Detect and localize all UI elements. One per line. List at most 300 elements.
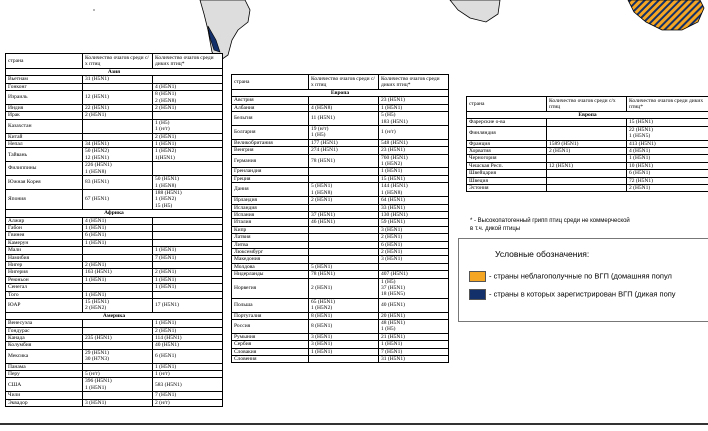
cell-country: Перу <box>6 371 83 378</box>
cell-wild: 31 (H5N1) <box>379 356 449 363</box>
cell-wild: 17 (H5N1) <box>153 299 223 313</box>
cell-farm <box>83 254 153 261</box>
cell-country: Норвегия <box>232 278 309 298</box>
cell-wild: 7 (H5N1) <box>153 254 223 261</box>
cell-farm: 29 (H5N1) 30 (H7N3) <box>83 349 153 363</box>
cell-farm: 19 (н/т) 1 (H5) <box>309 126 379 140</box>
table-row <box>6 176 223 190</box>
table-row <box>467 148 708 155</box>
cell-farm <box>83 284 153 291</box>
table-europe-1 <box>231 74 449 363</box>
cell-country: Гренландия <box>232 168 309 175</box>
cell-farm: 5 (H5N1) <box>309 263 379 270</box>
cell-country: Сенегал <box>6 284 83 291</box>
cell-country: ЮАР <box>6 299 83 313</box>
cell-wild: 7 (H5N1) <box>153 392 223 399</box>
cell-wild: 407 (H5N1) <box>379 271 449 278</box>
cell-farm: 235 (H5N1) <box>83 335 153 342</box>
table-row <box>6 162 223 176</box>
table-row <box>467 119 708 126</box>
cell-wild <box>153 291 223 298</box>
table-row <box>6 224 223 231</box>
table-row <box>6 91 223 105</box>
table-row <box>232 183 449 197</box>
map-dot <box>93 9 94 10</box>
map-landmass-australia <box>628 0 704 30</box>
cell-farm: 5 (H5N1) 1 (H5N8) <box>309 183 379 197</box>
cell-farm <box>547 155 627 162</box>
legend-item-navy <box>469 289 676 301</box>
table-row <box>232 356 449 363</box>
cell-country: Литва <box>232 241 309 248</box>
cell-country: Камерун <box>6 239 83 246</box>
table-row <box>6 217 223 224</box>
table-row <box>6 392 223 399</box>
cell-country: Словакия <box>232 348 309 355</box>
table-row <box>467 177 708 184</box>
table-row <box>6 239 223 246</box>
cell-farm <box>547 170 627 177</box>
table-row <box>232 241 449 248</box>
cell-farm <box>309 234 379 241</box>
map-landmass-africa <box>450 0 500 22</box>
cell-farm: 8 (H5N1) <box>309 320 379 334</box>
cell-farm: 1589 (H5N1) <box>547 140 627 147</box>
cell-country: Финляндия <box>467 126 547 140</box>
cell-country: Филиппины <box>6 162 83 176</box>
table-row <box>6 133 223 140</box>
cell-wild: 1 (H5N2) 1(H5N1) <box>153 148 223 162</box>
cell-country: Хорватия <box>467 148 547 155</box>
cell-wild: 3 (H5N1) <box>379 256 449 263</box>
cell-country: Непал <box>6 141 83 148</box>
col-farm: Количество очагов среди с/х птиц <box>83 54 153 69</box>
table-row <box>232 320 449 334</box>
table-row <box>6 189 223 209</box>
cell-wild: 1 (H5N1) <box>153 141 223 148</box>
table-row <box>6 247 223 254</box>
cell-wild <box>153 162 223 176</box>
cell-wild: 48 (H5N1) 1 (H5) <box>379 320 449 334</box>
cell-farm <box>309 241 379 248</box>
cell-country: Румыния <box>232 333 309 340</box>
region-label: Европа <box>232 90 449 97</box>
cell-country: Исландия <box>232 204 309 211</box>
legend-swatch <box>469 289 486 300</box>
table-row <box>6 232 223 239</box>
cell-wild: 130 (H5N1) <box>379 211 449 218</box>
col-country: страна <box>6 54 83 69</box>
cell-wild: 1 (H5) 1 (н/т) <box>153 119 223 133</box>
table-row <box>6 261 223 268</box>
cell-wild: 59 (H5N1) <box>379 219 449 226</box>
cell-country: Того <box>6 291 83 298</box>
cell-farm: 1 (H5N1) <box>83 239 153 246</box>
cell-wild: 413 (H5N1) <box>627 140 708 147</box>
cell-farm <box>83 392 153 399</box>
cell-farm: 2 (H5N1) <box>309 278 379 298</box>
table-row <box>6 299 223 313</box>
cell-wild: 760 (H5N1) 1 (H5N2) <box>379 154 449 168</box>
cell-farm: 396 (H5N1) 1 (H5N1) <box>83 378 153 392</box>
table-row <box>232 154 449 168</box>
table-row <box>467 185 708 192</box>
cell-country: Гонконг <box>6 83 83 90</box>
cell-wild: 6 (H5N1) <box>627 170 708 177</box>
cell-farm: 8 (H5N1) <box>309 312 379 319</box>
cell-wild: 72 (H5N1) <box>627 177 708 184</box>
cell-wild: 2 (н/т) <box>153 399 223 406</box>
table-row <box>6 378 223 392</box>
table-row <box>6 284 223 291</box>
cell-wild: 114 (H5N1) <box>153 335 223 342</box>
cell-farm: 163 (H5N1) <box>83 269 153 276</box>
region-row <box>6 210 223 217</box>
table-row <box>6 276 223 283</box>
cell-wild: 23 (H5N1) <box>379 147 449 154</box>
cell-wild: 8 (H5N1) 2 (H5N8) <box>153 91 223 105</box>
cell-wild: 15 (H5N1) <box>379 175 449 182</box>
table-row <box>232 112 449 126</box>
cell-farm <box>547 185 627 192</box>
cell-wild: 2 (H5N1) <box>153 327 223 334</box>
cell-country: Китай <box>6 133 83 140</box>
cell-wild: 1 (H5N1) <box>153 320 223 327</box>
table-row <box>232 263 449 270</box>
cell-country: Венесуэла <box>6 320 83 327</box>
table-row <box>232 204 449 211</box>
cell-country: Нигер <box>6 261 83 268</box>
table-row <box>467 126 708 140</box>
cell-wild: 1 (H5N1) <box>153 276 223 283</box>
cell-farm: 1 (H5N1) <box>83 276 153 283</box>
table-row <box>232 248 449 255</box>
cell-country: Швейцария <box>467 170 547 177</box>
table-asia-africa-america <box>5 53 223 407</box>
col-wild: Количество очагов среди диких птиц* <box>627 97 708 112</box>
cell-wild: 10 (H5N1) <box>627 162 708 169</box>
cell-country: Португалия <box>232 312 309 319</box>
cell-country: Чили <box>6 392 83 399</box>
cell-wild <box>153 76 223 83</box>
region-label: Америка <box>6 312 223 319</box>
cell-wild: 2 (H5N1) <box>379 248 449 255</box>
cell-country: Испания <box>232 211 309 218</box>
table-row <box>232 104 449 111</box>
cell-wild: 3 (H5N1) <box>379 226 449 233</box>
cell-wild: 1 (H5N1) <box>379 104 449 111</box>
cell-country: Черногория <box>467 155 547 162</box>
cell-farm <box>309 226 379 233</box>
table-row <box>232 256 449 263</box>
cell-country: Бельгия <box>232 112 309 126</box>
table-row <box>6 83 223 90</box>
cell-country: Эквадор <box>6 399 83 406</box>
table-row <box>232 348 449 355</box>
col-farm: Количество очагов среди с/х птиц <box>309 75 379 90</box>
cell-country: Нидерланды <box>232 271 309 278</box>
table-row <box>232 298 449 312</box>
divider <box>0 423 708 425</box>
cell-country: Япония <box>6 189 83 209</box>
cell-country: Франция <box>467 140 547 147</box>
table-row <box>6 269 223 276</box>
table-row <box>232 333 449 340</box>
cell-country: Австрия <box>232 97 309 104</box>
cell-country: Фарерские о-ва <box>467 119 547 126</box>
cell-farm <box>309 97 379 104</box>
cell-country: Намибия <box>6 254 83 261</box>
cell-wild: 583 (H5N1) <box>153 378 223 392</box>
cell-farm: 226 (H5N1) 1 (H5N8) <box>83 162 153 176</box>
cell-farm: 67 (H5N1) <box>83 189 153 209</box>
region-label: Европа <box>467 112 708 119</box>
cell-farm: 4 (H5N8) <box>309 104 379 111</box>
table-row <box>232 219 449 226</box>
cell-wild: 1 (н/т) <box>379 126 449 140</box>
cell-farm: 11 (H5N1) <box>309 112 379 126</box>
cell-wild: 1 (H5N1) <box>627 155 708 162</box>
cell-country: Латвия <box>232 234 309 241</box>
cell-wild: 1 (H5N1) <box>153 363 223 370</box>
region-label: Африка <box>6 210 223 217</box>
cell-farm: 3 (H5N1) <box>83 399 153 406</box>
table-row <box>232 168 449 175</box>
cell-country: США <box>6 378 83 392</box>
table-row <box>6 119 223 133</box>
cell-wild: 40 (H5N1) <box>379 298 449 312</box>
col-country: страна <box>232 75 309 90</box>
cell-farm: 37 (H5N1) <box>309 211 379 218</box>
region-row <box>6 69 223 76</box>
legend-title: Условные обозначения: <box>495 249 590 259</box>
cell-country: Кипр <box>232 226 309 233</box>
cell-country: Мали <box>6 247 83 254</box>
table-europe-2 <box>466 96 708 192</box>
cell-country: Швеция <box>467 177 547 184</box>
cell-wild: 21 (H5N1) <box>379 333 449 340</box>
cell-farm: 1 (H5N1) <box>309 348 379 355</box>
cell-country: Словения <box>232 356 309 363</box>
cell-farm: 5 (н/т) <box>83 371 153 378</box>
cell-wild: 64 (H5N1) <box>379 197 449 204</box>
cell-wild: 6 (H5N1) <box>379 241 449 248</box>
cell-farm <box>309 356 379 363</box>
table-row <box>6 76 223 83</box>
cell-country: Вьетнам <box>6 76 83 83</box>
cell-wild <box>153 239 223 246</box>
cell-country: Болгария <box>232 126 309 140</box>
cell-wild: 1 (H5N1) <box>379 168 449 175</box>
cell-farm: 2 (H5N1) <box>83 112 153 119</box>
cell-wild: 33 (H5N1) <box>379 204 449 211</box>
region-label: Азия <box>6 69 223 76</box>
cell-wild: 4 (H5N1) <box>627 148 708 155</box>
cell-farm <box>83 363 153 370</box>
cell-farm <box>83 247 153 254</box>
cell-farm <box>309 248 379 255</box>
table-row <box>467 140 708 147</box>
cell-wild: 2 (H5N1) <box>379 234 449 241</box>
legend-item-orange <box>469 271 672 283</box>
table-row <box>6 291 223 298</box>
cell-farm <box>309 256 379 263</box>
cell-country: Сербия <box>232 341 309 348</box>
cell-country: Ирак <box>6 112 83 119</box>
table-row <box>232 234 449 241</box>
cell-farm <box>309 168 379 175</box>
cell-farm <box>83 83 153 90</box>
cell-wild: 1 (н/т) <box>153 371 223 378</box>
table-row <box>232 226 449 233</box>
table-row <box>6 371 223 378</box>
cell-wild: 2 (H5N1) <box>627 185 708 192</box>
legend-label: - страны неблагополучные по ВГП (домашняя попул <box>489 271 672 281</box>
table-row <box>232 175 449 182</box>
cell-country: Панама <box>6 363 83 370</box>
table-row <box>232 312 449 319</box>
cell-farm <box>309 204 379 211</box>
cell-wild <box>153 224 223 231</box>
cell-wild <box>153 232 223 239</box>
col-country: страна <box>467 97 547 112</box>
cell-farm: 3 (H5N1) <box>309 333 379 340</box>
cell-farm: 78 (H5N1) <box>309 154 379 168</box>
cell-farm <box>83 327 153 334</box>
cell-country: Гвинея <box>6 232 83 239</box>
table-row <box>6 335 223 342</box>
cell-farm <box>83 119 153 133</box>
cell-wild: 20 (H5N1) <box>379 312 449 319</box>
cell-wild <box>379 263 449 270</box>
cell-country: Ирландия <box>232 197 309 204</box>
cell-farm: 46 (H5N1) <box>309 219 379 226</box>
cell-wild: 7 (H5N1) <box>379 348 449 355</box>
table-row <box>232 139 449 146</box>
table-row <box>6 320 223 327</box>
table-row <box>6 327 223 334</box>
cell-farm: 2 (H5N1) <box>83 261 153 268</box>
cell-wild: 2 (H5N1) <box>153 133 223 140</box>
cell-farm <box>547 119 627 126</box>
cell-country: Индия <box>6 105 83 112</box>
cell-farm: 65 (H5N1) 1 (H5N2) <box>309 298 379 312</box>
table-row <box>6 363 223 370</box>
region-row <box>6 312 223 319</box>
cell-wild: 188 (H5N1) 1 (H5N2) 15 (H5) <box>153 189 223 209</box>
cell-farm: 4 (H5N1) <box>83 217 153 224</box>
cell-country: Россия <box>232 320 309 334</box>
cell-farm: 2 (H5N1) <box>309 197 379 204</box>
cell-farm: 83 (H5N1) <box>83 176 153 190</box>
col-wild: Количество очагов среди диких птиц* <box>153 54 223 69</box>
cell-wild: 1 (H5N1) <box>153 284 223 291</box>
cell-country: Нигерия <box>6 269 83 276</box>
region-row <box>232 90 449 97</box>
cell-farm: 15 (H5N1) 2 (H5N2) <box>83 299 153 313</box>
cell-country: Великобритания <box>232 139 309 146</box>
cell-wild: 40 (H5N1) <box>153 342 223 349</box>
cell-wild: 1 (H5) 37 (H5N1) 18 (H5N5) <box>379 278 449 298</box>
cell-wild: 1 (H5N1) <box>379 341 449 348</box>
cell-country: Казахстан <box>6 119 83 133</box>
cell-wild: 1 (H5N1) <box>153 247 223 254</box>
cell-wild: 23 (H5N1) <box>379 97 449 104</box>
cell-country: Южная Корея <box>6 176 83 190</box>
col-farm: Количество очагов среди с/х птиц <box>547 97 627 112</box>
footnote: * - Высокопатогенный грипп птиц среди не коммерческой в т.ч. дикой птицы <box>470 218 630 232</box>
cell-wild: 2 (H5N1) <box>153 105 223 112</box>
cell-farm: 1 (H5N1) <box>83 224 153 231</box>
cell-farm <box>83 133 153 140</box>
table-row <box>232 271 449 278</box>
cell-country: Дания <box>232 183 309 197</box>
cell-farm: 274 (H5N1) <box>309 147 379 154</box>
table-row <box>467 155 708 162</box>
legend-label: - страны в которых зарегистрирован ВГП (дикая попу <box>489 289 676 299</box>
cell-farm: 34 (H5N1) <box>83 141 153 148</box>
cell-farm: 12 (H5N1) <box>83 91 153 105</box>
table-row <box>232 97 449 104</box>
table-row <box>232 126 449 140</box>
table-row <box>6 399 223 406</box>
cell-country: Германия <box>232 154 309 168</box>
cell-country: Тайвань <box>6 148 83 162</box>
cell-farm: 31 (H5N1) <box>83 76 153 83</box>
cell-country: Канада <box>6 335 83 342</box>
cell-country: Греция <box>232 175 309 182</box>
cell-wild <box>153 112 223 119</box>
cell-farm: 1 (H5N1) <box>83 291 153 298</box>
cell-country: Молдова <box>232 263 309 270</box>
cell-wild: 2 (H5N1) <box>153 269 223 276</box>
cell-farm: 2 (H5N1) <box>547 148 627 155</box>
cell-wild: 548 (H5N1) <box>379 139 449 146</box>
cell-country: Люксембург <box>232 248 309 255</box>
table-row <box>232 211 449 218</box>
cell-country: Чешская Респ. <box>467 162 547 169</box>
cell-wild: 50 (H5N1) 1 (H5N8) <box>153 176 223 190</box>
cell-farm: 6 (H5N1) <box>83 232 153 239</box>
cell-farm: 78 (H5N1) <box>309 271 379 278</box>
table-row <box>6 105 223 112</box>
cell-farm <box>547 126 627 140</box>
table-row <box>6 148 223 162</box>
col-wild: Количество очагов среди диких птиц* <box>379 75 449 90</box>
table-row <box>232 278 449 298</box>
cell-farm <box>547 177 627 184</box>
cell-country: Алжир <box>6 217 83 224</box>
cell-country: Италия <box>232 219 309 226</box>
cell-country: Израиль <box>6 91 83 105</box>
cell-country: Македония <box>232 256 309 263</box>
table-row <box>232 147 449 154</box>
table-row <box>6 342 223 349</box>
cell-country: Мексика <box>6 349 83 363</box>
cell-farm: 177 (H5N1) <box>309 139 379 146</box>
cell-wild: 4 (H5N1) <box>153 83 223 90</box>
cell-farm: 22 (H5N1) <box>83 105 153 112</box>
table-row <box>232 341 449 348</box>
cell-country: Реюньон <box>6 276 83 283</box>
cell-country: Эстония <box>467 185 547 192</box>
table-row <box>6 349 223 363</box>
table-row <box>6 254 223 261</box>
cell-farm <box>83 320 153 327</box>
cell-wild <box>153 261 223 268</box>
cell-farm: 50 (H5N2) 12 (H5N1) <box>83 148 153 162</box>
cell-farm <box>83 342 153 349</box>
